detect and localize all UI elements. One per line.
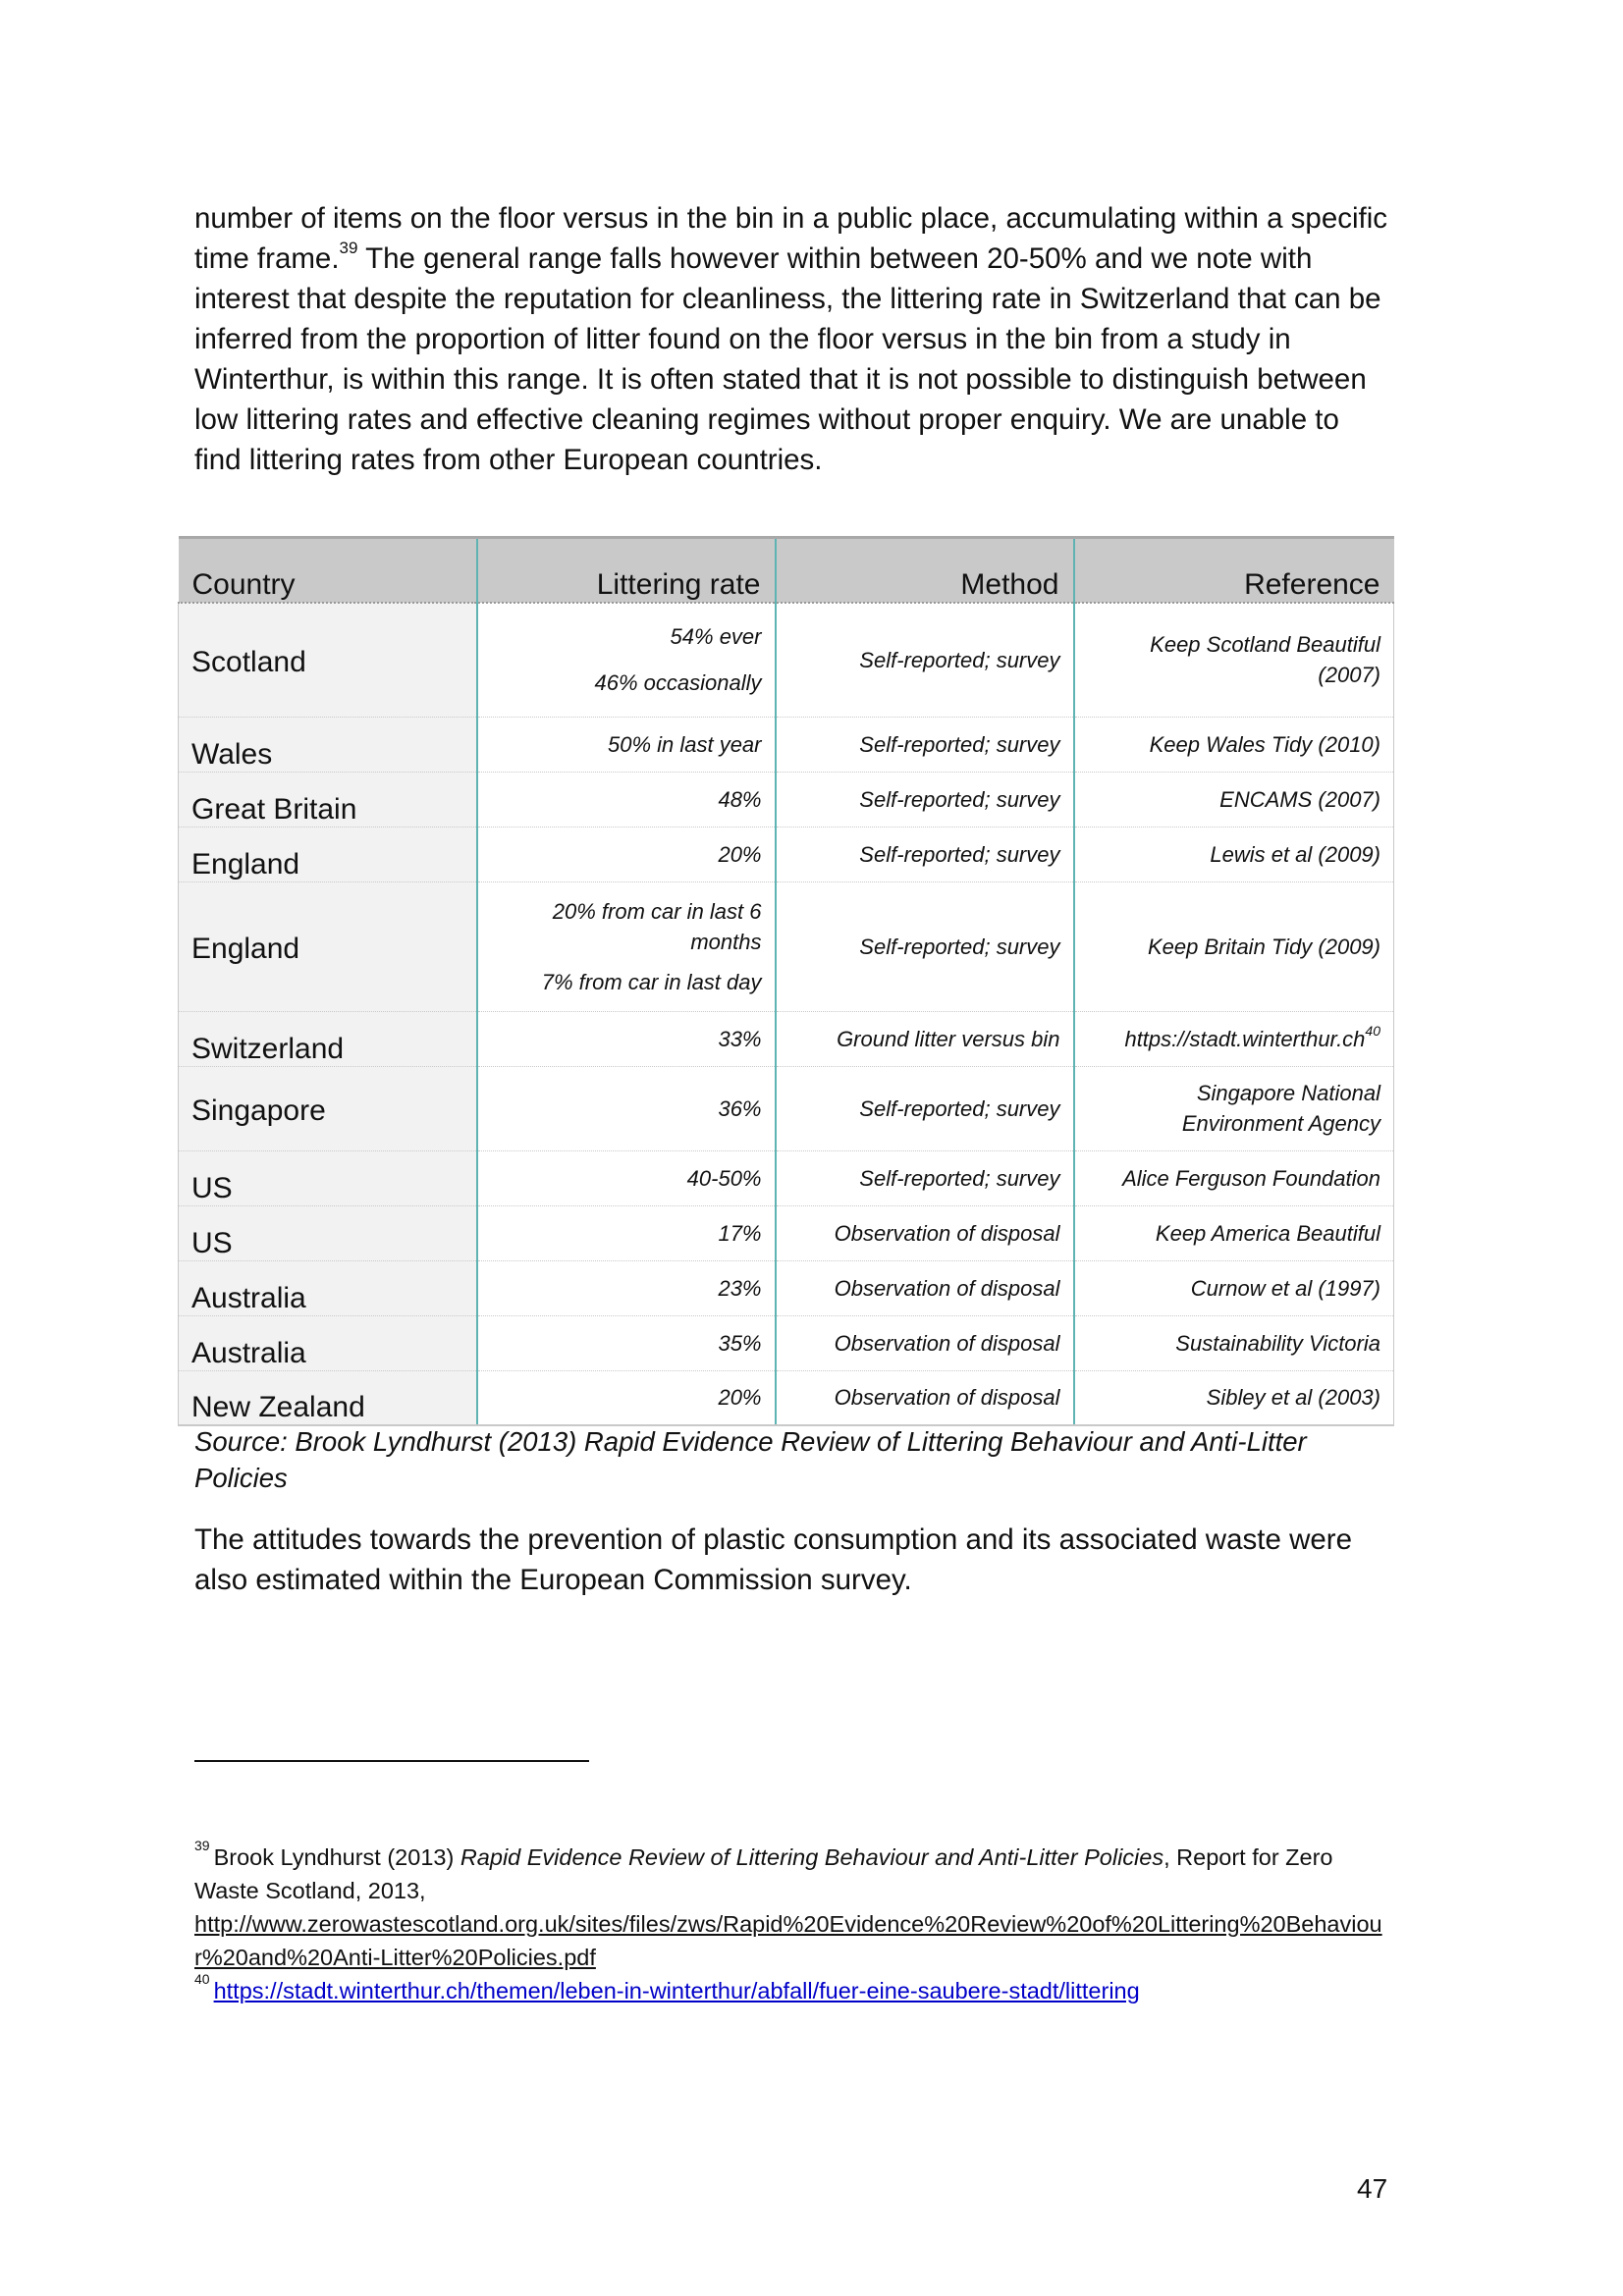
- table-row: [179, 603, 1394, 717]
- rate-cell: 33%: [477, 1011, 776, 1066]
- footnote-title: Rapid Evidence Review of Littering Behaviour and Anti-Litter Policies: [460, 1844, 1164, 1870]
- footnote-divider: [194, 1760, 589, 1762]
- reference-cell: Lewis et al (2009): [1074, 827, 1394, 881]
- method-cell: Observation of disposal: [776, 1315, 1074, 1370]
- footnote-ref-40[interactable]: 40: [1365, 1023, 1380, 1040]
- method-cell: Self-reported; survey: [776, 1066, 1074, 1150]
- para1-text-a: number of items on the floor versus in the bin in a public place, accumulating within a specific time frame.: [194, 202, 1388, 275]
- footnote-40-link[interactable]: https://stadt.winterthur.ch/themen/leben-in-winterthur/abfall/fuer-eine-saubere-stadt/littering: [213, 1978, 1140, 2003]
- rate-cell: 20%: [477, 827, 776, 881]
- reference-cell: Sibley et al (2003): [1074, 1370, 1394, 1425]
- footnote-39-url[interactable]: http://www.zerowastescotland.org.uk/sites/files/zws/Rapid%20Evidence%20Review%20of%20Littering%20Behaviour%20and%20Anti-Litter%20Policies.pdf: [194, 1911, 1382, 1970]
- country-cell: Switzerland: [179, 1011, 477, 1066]
- rate-line: 7% from car in last day: [541, 969, 762, 994]
- table-header-row: [179, 538, 1394, 604]
- reference-cell: Keep America Beautiful: [1074, 1205, 1394, 1260]
- country-cell: England: [179, 827, 477, 881]
- country-cell: Singapore: [179, 1066, 477, 1150]
- footnote-ref-39[interactable]: 39: [339, 239, 358, 258]
- country-cell: Scotland: [179, 603, 477, 717]
- rate-cell: 35%: [477, 1315, 776, 1370]
- rate-cell: [477, 881, 776, 1011]
- table-row: [179, 881, 1394, 1011]
- body-paragraph-1: [194, 198, 1392, 480]
- footnote-number: 39: [194, 1838, 210, 1854]
- table-row: [179, 717, 1394, 772]
- method-cell: Self-reported; survey: [776, 603, 1074, 717]
- method-cell: Observation of disposal: [776, 1260, 1074, 1315]
- table-row: [179, 1315, 1394, 1370]
- para1-text-b: The general range falls however within between 20-50% and we note with interest that despite the reputation for cleanliness, the littering rate in Switzerland that can be inferred from the proportion of litter found on the floor versus in the bin from a study in Winterthur, is within this range. It is often stated that it is not possible to distinguish between low littering rates and effective cleaning regimes without proper enquiry. We are unable to find littering rates from other European countries.: [194, 242, 1381, 476]
- method-cell: Self-reported; survey: [776, 717, 1074, 772]
- table-row: [179, 1011, 1394, 1066]
- rate-cell: [477, 603, 776, 717]
- reference-cell: ENCAMS (2007): [1074, 772, 1394, 827]
- footnote-text: , Report for Zero Waste Scotland, 2013,: [194, 1844, 1333, 1903]
- rate-cell: 50% in last year: [477, 717, 776, 772]
- footnotes: [194, 1838, 1402, 2007]
- reference-cell: Keep Wales Tidy (2010): [1074, 717, 1394, 772]
- country-cell: US: [179, 1150, 477, 1205]
- method-cell: Observation of disposal: [776, 1370, 1074, 1425]
- footnote-40: [194, 1971, 1402, 2007]
- reference-cell: [1074, 1011, 1394, 1066]
- footnote-number: 40: [194, 1971, 210, 1988]
- footnote-39: [194, 1838, 1402, 1974]
- table-row: [179, 1066, 1394, 1150]
- rate-cell: 48%: [477, 772, 776, 827]
- rate-cell: 36%: [477, 1066, 776, 1150]
- reference-cell: Singapore National Environment Agency: [1074, 1066, 1394, 1150]
- table-row: [179, 827, 1394, 881]
- method-cell: Self-reported; survey: [776, 827, 1074, 881]
- country-cell: US: [179, 1205, 477, 1260]
- country-cell: Wales: [179, 717, 477, 772]
- reference-cell: Alice Ferguson Foundation: [1074, 1150, 1394, 1205]
- header-method: Method: [776, 538, 1074, 604]
- rate-cell: 40-50%: [477, 1150, 776, 1205]
- table-source-caption: Source: Brook Lyndhurst (2013) Rapid Evidence Review of Littering Behaviour and Anti-Litter Policies: [194, 1426, 1307, 1493]
- rate-line: 46% occasionally: [594, 670, 762, 696]
- method-cell: Self-reported; survey: [776, 772, 1074, 827]
- table-row: [179, 772, 1394, 827]
- table-row: [179, 1370, 1394, 1425]
- rate-cell: 20%: [477, 1370, 776, 1425]
- rate-cell: 23%: [477, 1260, 776, 1315]
- reference-cell: Keep Scotland Beautiful (2007): [1074, 603, 1394, 717]
- table-row: [179, 1205, 1394, 1260]
- header-littering-rate: Littering rate: [477, 538, 776, 604]
- reference-text: https://stadt.winterthur.ch: [1124, 1026, 1366, 1051]
- reference-cell: Curnow et al (1997): [1074, 1260, 1394, 1315]
- reference-cell: Sustainability Victoria: [1074, 1315, 1394, 1370]
- footnote-text: Brook Lyndhurst (2013): [213, 1844, 460, 1870]
- table-row: [179, 1260, 1394, 1315]
- country-cell: Australia: [179, 1315, 477, 1370]
- method-cell: Self-reported; survey: [776, 1150, 1074, 1205]
- littering-rates-table: [178, 536, 1394, 1426]
- country-cell: England: [179, 881, 477, 1011]
- header-reference: Reference: [1074, 538, 1394, 604]
- method-cell: Ground litter versus bin: [776, 1011, 1074, 1066]
- method-cell: Self-reported; survey: [776, 881, 1074, 1011]
- header-country: Country: [179, 538, 477, 604]
- country-cell: Great Britain: [179, 772, 477, 827]
- page-number: 47: [1357, 2173, 1388, 2204]
- rate-line: 54% ever: [670, 624, 762, 650]
- rate-line: 20% from car in last 6 months: [552, 898, 762, 954]
- reference-cell: Keep Britain Tidy (2009): [1074, 881, 1394, 1011]
- body-paragraph-2: The attitudes towards the prevention of plastic consumption and its associated waste were also estimated within the European Commission survey.: [194, 1523, 1353, 1596]
- method-cell: Observation of disposal: [776, 1205, 1074, 1260]
- table-row: [179, 1150, 1394, 1205]
- rate-cell: 17%: [477, 1205, 776, 1260]
- country-cell: Australia: [179, 1260, 477, 1315]
- country-cell: New Zealand: [179, 1370, 477, 1425]
